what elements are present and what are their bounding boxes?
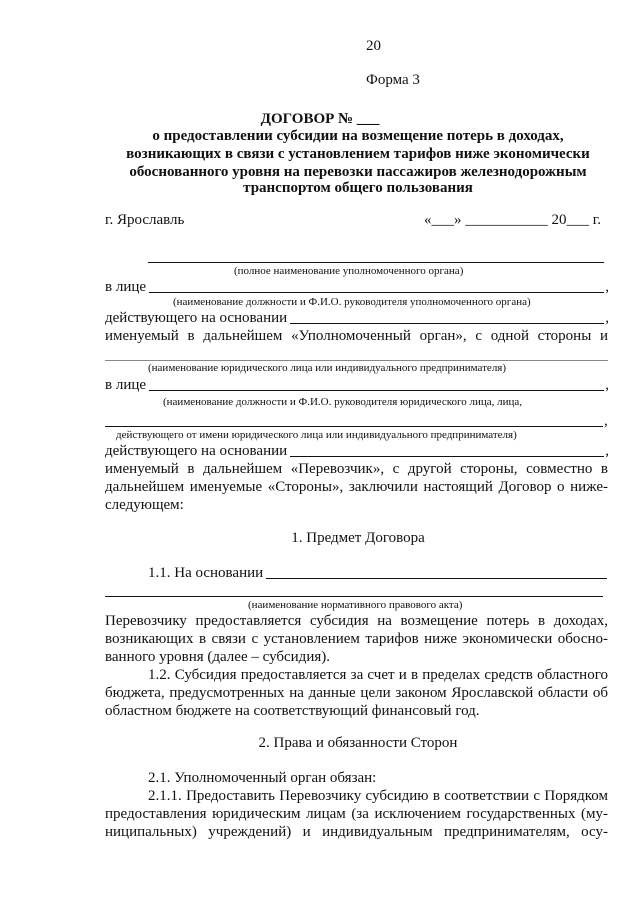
form-label: Форма 3 — [366, 72, 420, 88]
legal-act-line — [105, 596, 603, 597]
basis-label: 1.1. На основании — [148, 565, 264, 581]
place-of-signing: г. Ярославль — [105, 212, 185, 228]
carrier-official-field — [105, 376, 609, 394]
contract-title-line: обоснованного уровня на перевозки пассажиров железнодорожным — [129, 164, 587, 180]
fill-line — [290, 456, 604, 457]
contract-heading: ДОГОВОР № ___ — [260, 111, 380, 127]
carrier-named-text: дальнейшем именуемые «Стороны», заключили настоящий Договор о ниже- — [105, 479, 608, 495]
paragraph-line: ниципальных) учреждений) и индивидуальным предпринимателям, осу- — [105, 824, 608, 840]
authority-named-text: именуемый в дальнейшем «Уполномоченный орган», с одной стороны и — [105, 328, 608, 344]
fill-line — [266, 578, 607, 579]
carrier-named-text: именуемый в дальнейшем «Перевозчик», с другой стороны, совместно в — [105, 461, 608, 477]
fill-line — [149, 292, 604, 293]
paragraph-line: ванного уровня (далее – субсидия). — [105, 649, 330, 665]
acting-basis-label: действующего на основании — [105, 310, 288, 326]
caption-act: (наименование нормативного правового акта) — [248, 599, 463, 611]
paragraph-line: 1.2. Субсидия предоставляется за счет и в пределах средств областного — [148, 667, 608, 683]
comma-mark: , — [605, 310, 609, 326]
authority-official-field — [105, 278, 609, 296]
in-person-label: в лице — [105, 279, 147, 295]
comma-mark: , — [605, 443, 609, 459]
authority-name-line — [148, 262, 604, 263]
legal-act-field — [148, 564, 608, 582]
paragraph-line: Перевозчику предоставляется субсидия на возмещение потерь в доходах, — [105, 613, 608, 629]
fill-line — [149, 390, 604, 391]
person-continuation-line — [105, 426, 603, 427]
caption-person-cont: действующего от имени юридического лица или индивидуального предпринимателя) — [116, 429, 517, 441]
paragraph-line: возникающих в связи с установлением тарифов ниже экономически обосно- — [105, 631, 608, 647]
authority-basis-field — [105, 309, 609, 327]
paragraph-line: 2.1. Уполномоченный орган обязан: — [148, 770, 377, 786]
section-1-heading: 1. Предмет Договора — [291, 530, 425, 546]
comma-mark: , — [604, 413, 608, 429]
caption-official: (наименование должности и Ф.И.О. руководителя уполномоченного органа) — [173, 296, 531, 308]
caption-authority: (полное наименование уполномоченного органа) — [234, 265, 464, 277]
contract-title-line: возникающих в связи с установлением тарифов ниже экономически — [126, 146, 590, 162]
comma-mark: , — [605, 377, 609, 393]
page-number: 20 — [366, 38, 381, 54]
paragraph-line: 2.1.1. Предоставить Перевозчику субсидию в соответствии с Порядком — [148, 788, 608, 804]
section-2-heading: 2. Права и обязанности Сторон — [258, 735, 458, 751]
paragraph-line: областном бюджете на соответствующий финансовый год. — [105, 703, 480, 719]
carrier-named-text: следующем: — [105, 497, 184, 513]
contract-date: «___» ___________ 20___ г. — [424, 212, 601, 228]
contract-title-line: транспортом общего пользования — [243, 180, 473, 196]
comma-mark: , — [605, 279, 609, 295]
paragraph-line: предоставления юридическим лицам (за исключением государственных (му- — [105, 806, 608, 822]
contract-title-line: о предоставлении субсидии на возмещение потерь в доходах, — [152, 128, 564, 144]
caption-entity: (наименование юридического лица или индивидуального предпринимателя) — [148, 362, 507, 374]
carrier-basis-field — [105, 442, 609, 460]
acting-basis-label: действующего на основании — [105, 443, 288, 459]
paragraph-line: бюджета, предусмотренных на данные цели законом Ярославской области об — [105, 685, 608, 701]
caption-person: (наименование должности и Ф.И.О. руководителя юридического лица, лица, — [163, 396, 523, 408]
in-person-label: в лице — [105, 377, 147, 393]
entity-name-line — [105, 360, 608, 361]
fill-line — [290, 323, 604, 324]
